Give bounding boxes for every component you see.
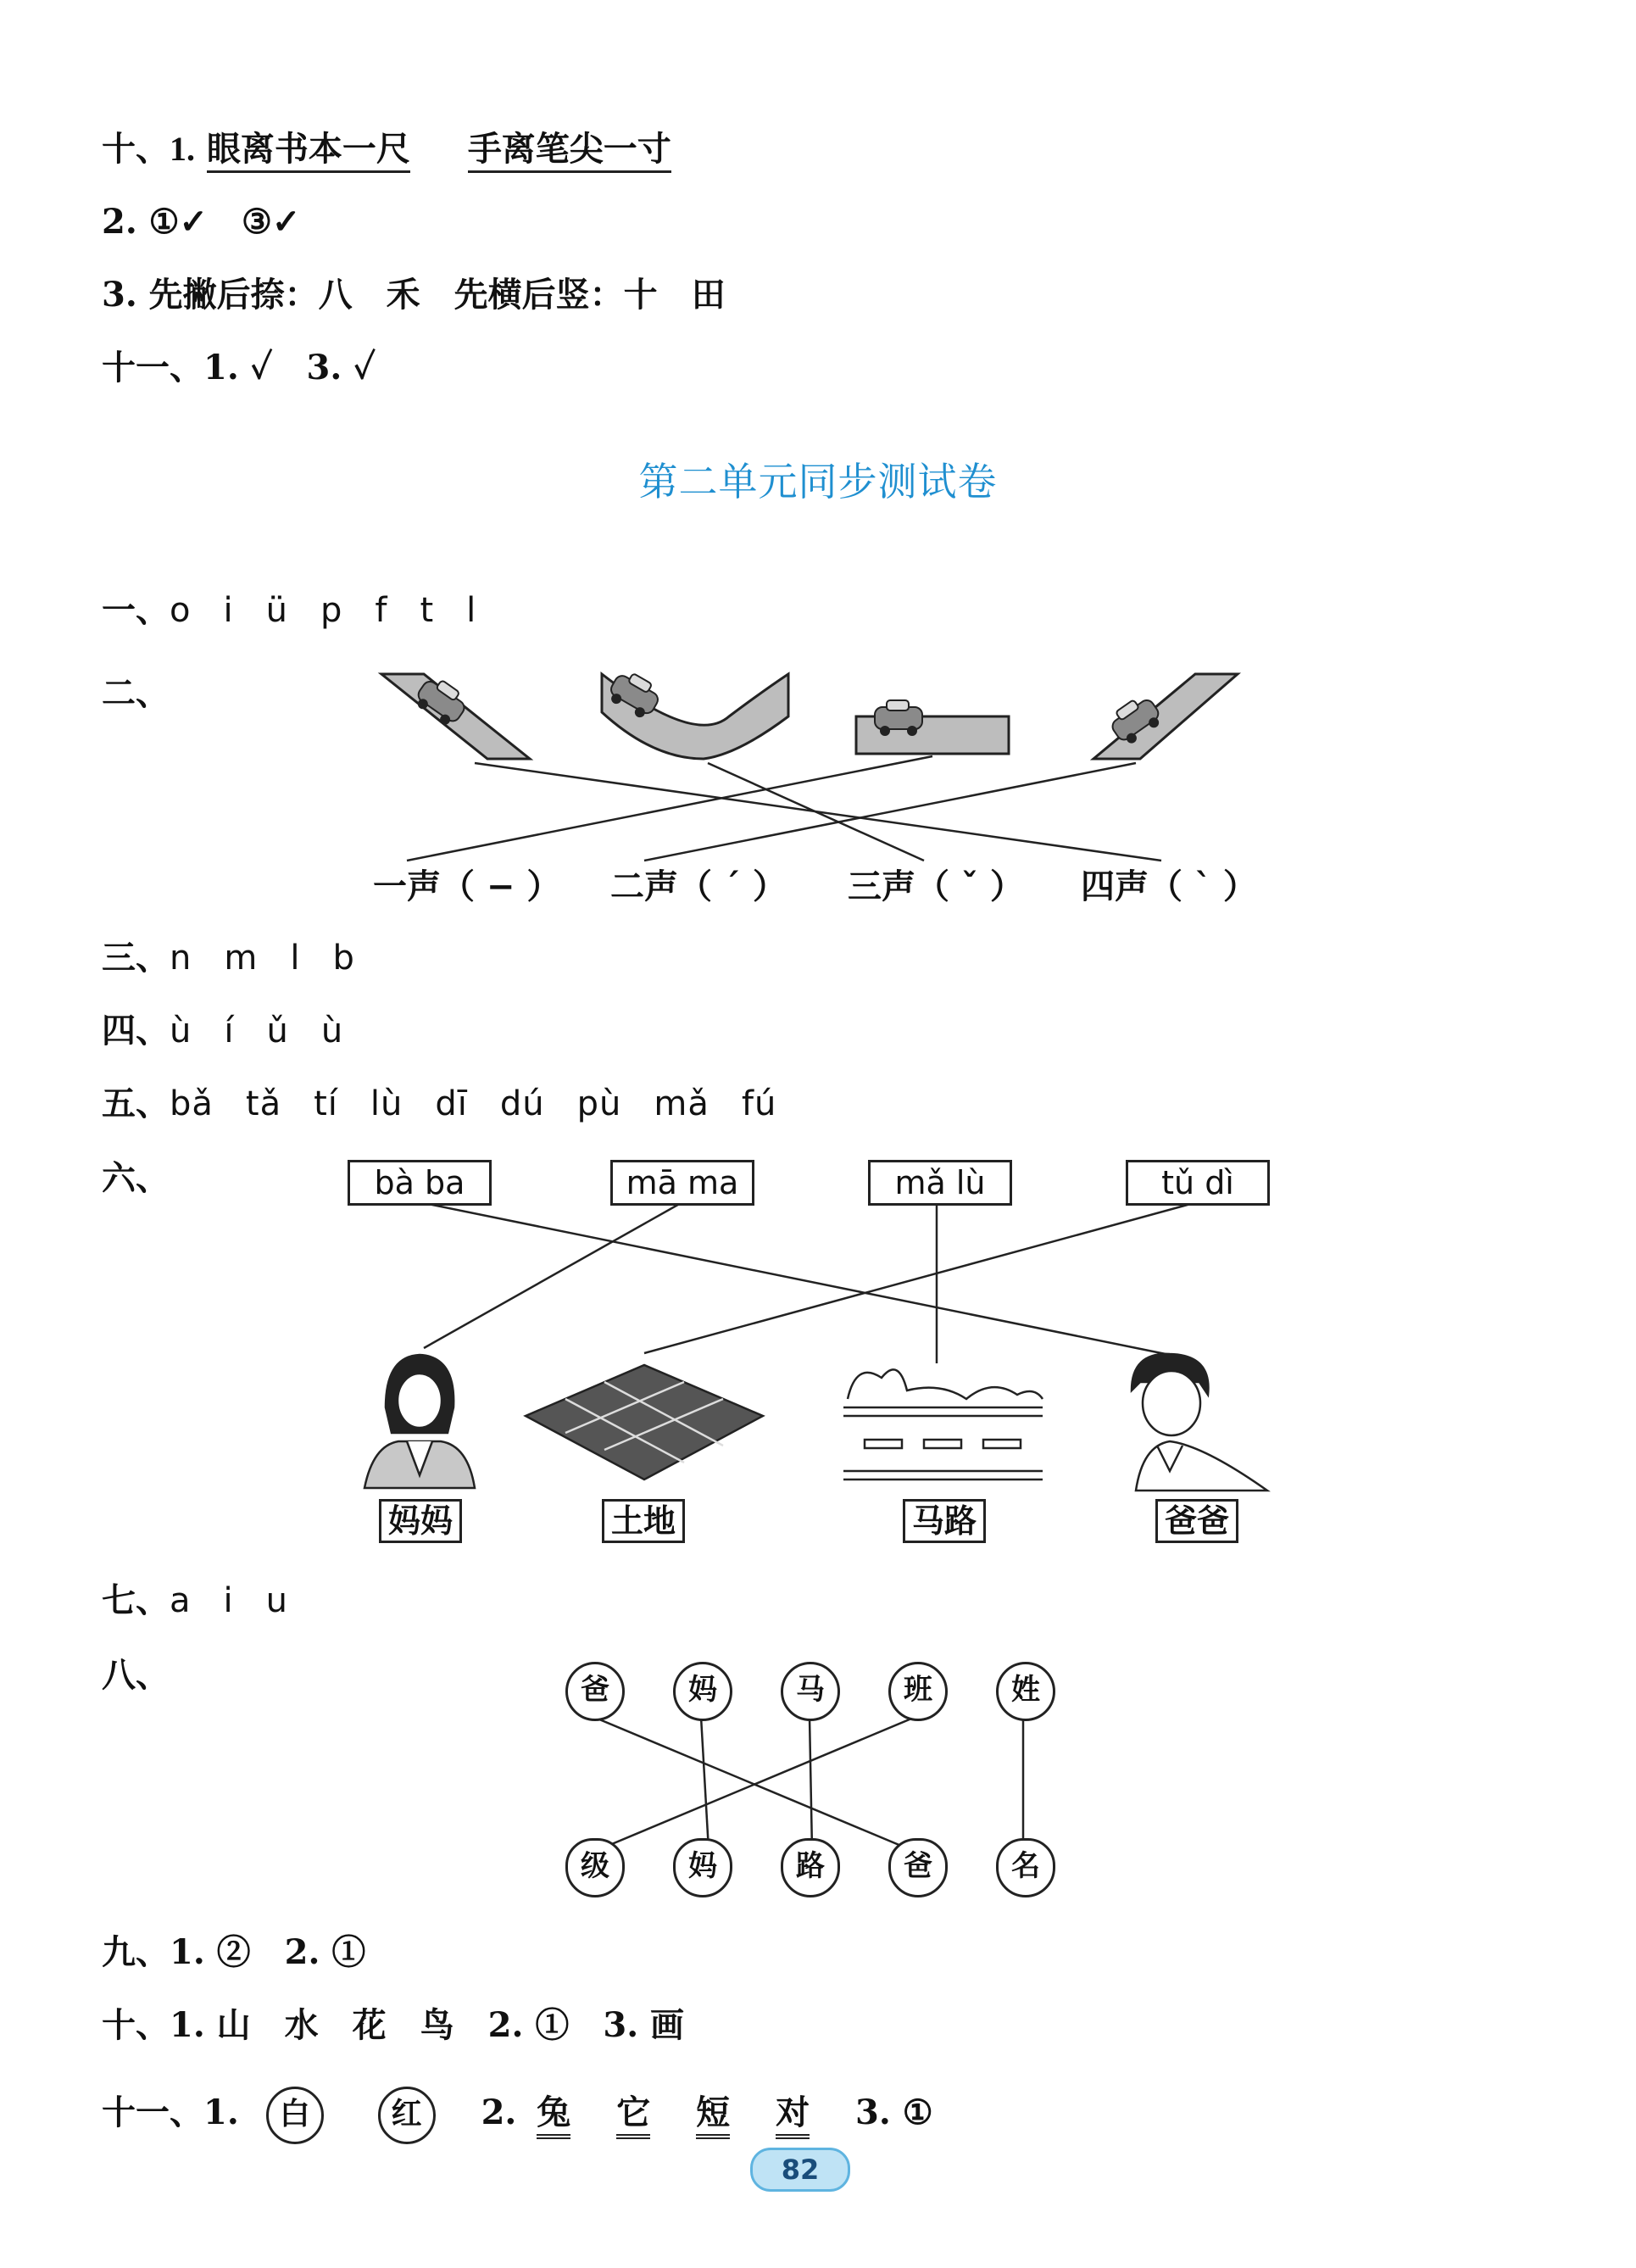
apple-char: 爸 bbox=[565, 1662, 625, 1721]
pinyin-item: ù bbox=[320, 1011, 344, 1050]
tone-label-2: 二声（ ˊ ） bbox=[610, 867, 787, 906]
pinyin-item: fú bbox=[741, 1084, 777, 1123]
underlined-answer: 手离笔尖一寸 bbox=[468, 129, 671, 173]
question-8-label: 八、 bbox=[102, 1655, 170, 1695]
pinyin-list bbox=[170, 1084, 809, 1123]
page-number: 82 bbox=[750, 2148, 850, 2192]
double-underlined-char: 兔 bbox=[537, 2092, 570, 2139]
pinyin-item: o bbox=[170, 591, 192, 630]
word-box: 妈妈 bbox=[379, 1499, 462, 1543]
pinyin-item: bǎ bbox=[170, 1084, 214, 1123]
pinyin-item: p bbox=[320, 591, 343, 630]
pear-char: 爸 bbox=[888, 1838, 948, 1897]
pinyin-item: n bbox=[170, 939, 192, 978]
pinyin-box: bà ba bbox=[348, 1160, 492, 1206]
question-number: 三、 bbox=[102, 938, 170, 978]
question-6-label: 六、 bbox=[102, 1158, 170, 1198]
pinyin-item: tí bbox=[314, 1084, 338, 1123]
question-number: 四、 bbox=[102, 1011, 170, 1050]
pear-char: 级 bbox=[565, 1838, 625, 1897]
pinyin-item: l bbox=[290, 939, 301, 978]
question-number: 一、 bbox=[102, 590, 170, 630]
word-box: 爸爸 bbox=[1155, 1499, 1238, 1543]
father-picture-icon bbox=[1132, 1354, 1267, 1491]
road-picture-icon bbox=[843, 1369, 1043, 1479]
section-title: 第二单元同步测试卷 bbox=[638, 459, 998, 504]
pinyin-item: ü bbox=[265, 591, 288, 630]
question-number: 十、 bbox=[102, 129, 170, 169]
sub-number: 1. bbox=[170, 130, 195, 168]
road-falling-icon bbox=[381, 673, 530, 759]
answer-11: 十一、1. ✓ 3. ✓ bbox=[102, 348, 376, 387]
sub-number: 2. bbox=[481, 2092, 517, 2132]
circled-char: 红 bbox=[378, 2087, 436, 2144]
pinyin-item: u bbox=[265, 1581, 288, 1620]
pinyin-item: f bbox=[375, 591, 388, 630]
tone-label-1: 一声（ − ） bbox=[373, 867, 561, 906]
pinyin-list bbox=[170, 1581, 320, 1620]
pear-char: 名 bbox=[996, 1838, 1055, 1897]
pear-char: 路 bbox=[781, 1838, 840, 1897]
word-box: 马路 bbox=[903, 1499, 986, 1543]
answer-10-3: 3. 先撇后捺：八 禾 先横后竖：十 田 bbox=[102, 275, 726, 315]
pinyin-box: mā ma bbox=[610, 1160, 754, 1206]
road-dip-icon bbox=[602, 667, 788, 759]
pinyin-item: i bbox=[223, 591, 234, 630]
underlined-answer: 眼离书本一尺 bbox=[207, 129, 410, 173]
pinyin-item: m bbox=[224, 939, 259, 978]
apple-char: 班 bbox=[888, 1662, 948, 1721]
pinyin-box: tǔ dì bbox=[1126, 1160, 1270, 1206]
pinyin-list bbox=[170, 939, 387, 978]
pear-char: 妈 bbox=[673, 1838, 732, 1897]
apple-char: 姓 bbox=[996, 1662, 1055, 1721]
question-number: 五、 bbox=[102, 1084, 170, 1123]
apple-char: 妈 bbox=[673, 1662, 732, 1721]
tone-label-4: 四声（ ˋ ） bbox=[1081, 867, 1257, 906]
apple-char: 马 bbox=[781, 1662, 840, 1721]
pinyin-item: í bbox=[224, 1011, 235, 1050]
double-underlined-char: 短 bbox=[696, 2092, 730, 2139]
question-number: 七、 bbox=[102, 1580, 170, 1620]
pinyin-item: b bbox=[332, 939, 355, 978]
pinyin-item: dī bbox=[435, 1084, 468, 1123]
pinyin-list bbox=[170, 1011, 376, 1050]
pinyin-item: a bbox=[170, 1581, 192, 1620]
pinyin-item: ù bbox=[170, 1011, 192, 1050]
answer-7 bbox=[102, 1577, 320, 1624]
pinyin-item: ǔ bbox=[266, 1011, 289, 1050]
pinyin-item: dú bbox=[499, 1084, 545, 1123]
pinyin-item: i bbox=[223, 1581, 234, 1620]
double-underlined-char: 它 bbox=[616, 2092, 650, 2139]
answer-4 bbox=[102, 1007, 376, 1055]
answer-10-2: 2. ①✓ ③✓ bbox=[102, 202, 301, 242]
tone-label-3: 三声（ ˇ ） bbox=[848, 867, 1024, 906]
answer-10b: 十、1. 山 水 花 鸟 2. ① 3. 画 bbox=[102, 2005, 685, 2045]
pinyin-item: pù bbox=[576, 1084, 622, 1123]
answer-3 bbox=[102, 934, 387, 982]
pinyin-item: mǎ bbox=[654, 1084, 709, 1123]
road-rising-icon bbox=[1093, 674, 1238, 759]
mother-picture-icon bbox=[364, 1355, 475, 1488]
question-2-label: 二、 bbox=[102, 673, 170, 713]
pinyin-item: t bbox=[420, 591, 435, 630]
answer-11b bbox=[102, 2082, 933, 2143]
pinyin-item: lù bbox=[370, 1084, 403, 1123]
answer-5 bbox=[102, 1080, 809, 1128]
road-flat-icon bbox=[856, 700, 1009, 754]
double-underlined-char: 对 bbox=[776, 2092, 810, 2139]
circled-char: 白 bbox=[266, 2087, 324, 2144]
sub-number: 3. ① bbox=[855, 2092, 933, 2132]
word-box: 土地 bbox=[602, 1499, 685, 1543]
land-picture-icon bbox=[526, 1365, 763, 1479]
question-number: 十一、1. bbox=[102, 2092, 239, 2132]
answer-9: 九、1. ② 2. ① bbox=[102, 1932, 366, 1972]
pinyin-item: l bbox=[466, 591, 477, 630]
pinyin-box: mǎ lù bbox=[868, 1160, 1012, 1206]
pinyin-item: tǎ bbox=[245, 1084, 282, 1123]
